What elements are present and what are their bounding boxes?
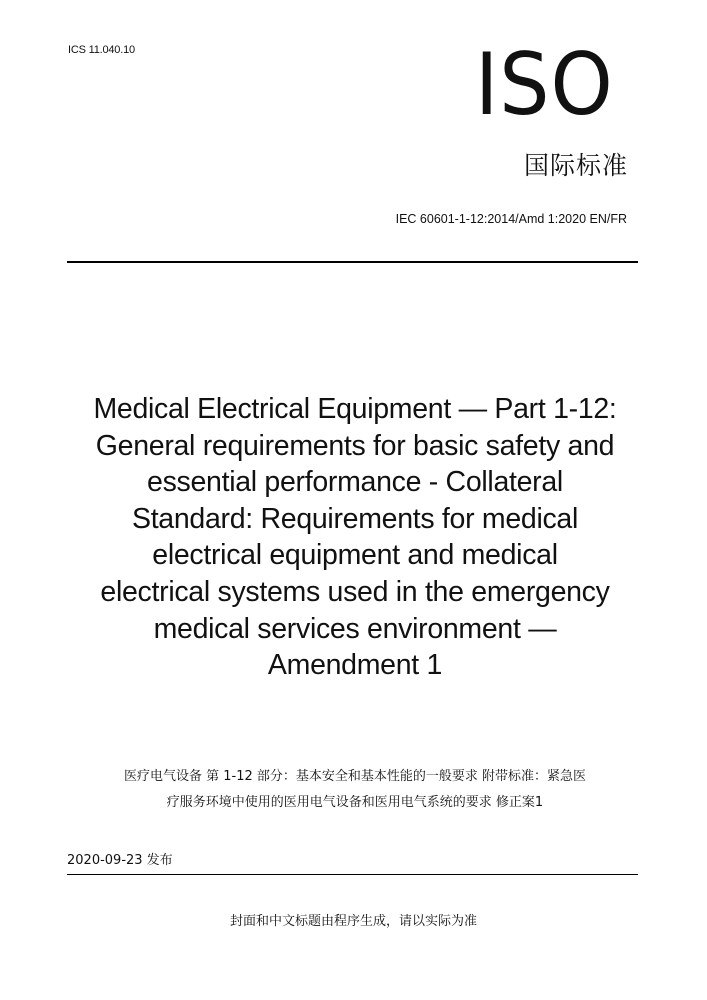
title-line: electrical systems used in the emergency [100, 575, 610, 608]
release-date: 2020-09-23 发布 [67, 853, 173, 868]
ics-code: ICS 11.040.10 [68, 44, 135, 56]
standard-number: IEC 60601-1-12:2014/Amd 1:2020 EN/FR [395, 212, 627, 226]
title-line: electrical equipment and medical [152, 539, 558, 572]
international-standard-label: 国际标准 [523, 151, 628, 180]
document-title [60, 391, 650, 684]
top-divider [67, 261, 638, 263]
title-line: medical services environment — [153, 612, 557, 645]
generation-note: 封面和中文标题由程序生成，请以实际为准 [229, 914, 477, 929]
title-line: General requirements for basic safety and [95, 429, 615, 462]
title-line: Standard: Requirements for medical [131, 502, 579, 535]
chinese-title-line: 医疗电气设备 第 1-12 部分：基本安全和基本性能的一般要求 附带标准：紧急医 [123, 769, 587, 784]
chinese-title-line: 疗服务环境中使用的医用电气设备和医用电气系统的要求 修正案1 [166, 795, 544, 810]
title-line: essential performance - Collateral [147, 466, 563, 499]
iso-logo: ISO [475, 35, 614, 135]
title-line: Medical Electrical Equipment — Part 1-12: [93, 393, 617, 425]
chinese-title [80, 764, 630, 816]
bottom-divider [67, 874, 638, 875]
title-line: Amendment 1 [267, 649, 443, 682]
